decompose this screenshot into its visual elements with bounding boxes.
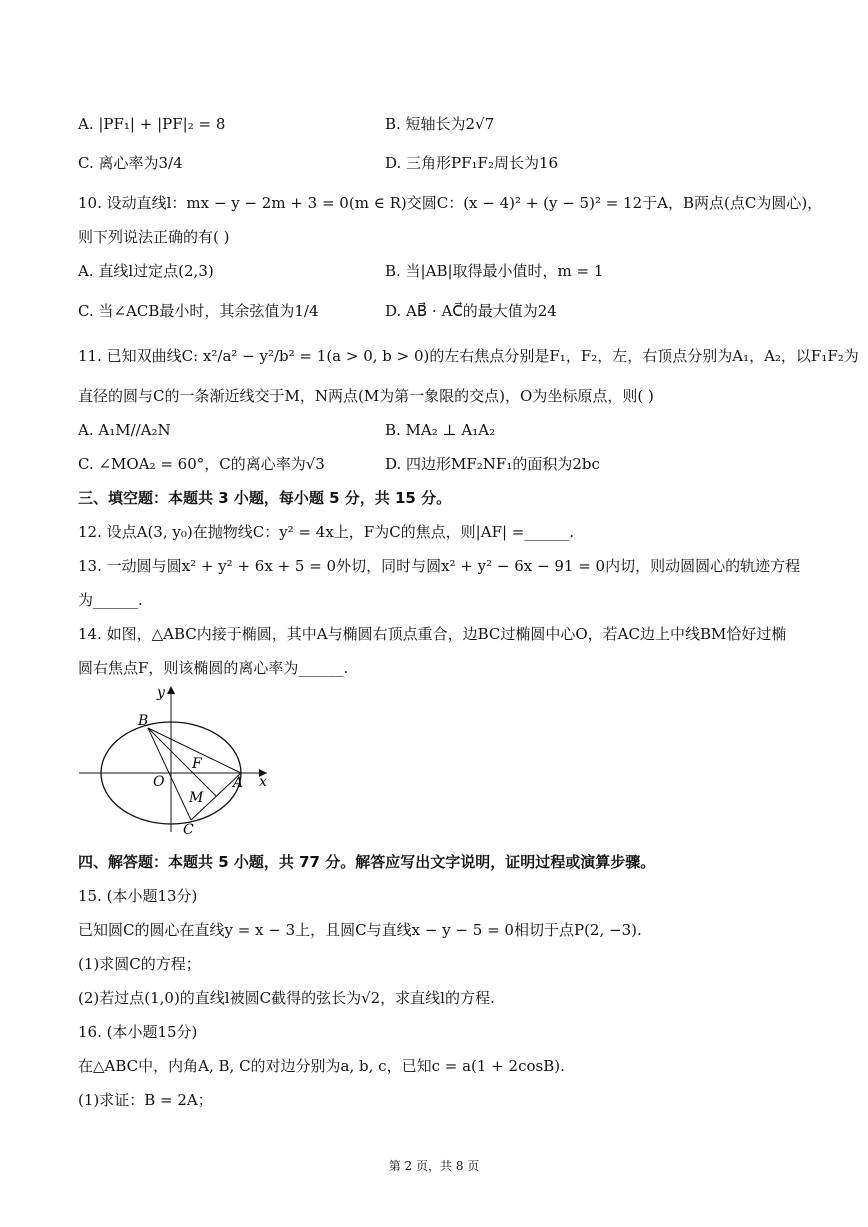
q11-stem-line1: 11. 已知双曲线C: x²/a² − y²/b² = 1(a > 0, b > 0)的左右焦点分别是F₁，F₂，左，右顶点分别为A₁，A₂，以F₁F₂为 — [78, 347, 859, 365]
q15-heading: 15. (本小题13分) — [78, 887, 198, 905]
q9-option-a: A. |PF₁| + |PF|₂ = 8 — [78, 115, 226, 133]
y-axis-arrow — [167, 686, 175, 694]
q10-option-b: B. 当|AB|取得最小值时，m = 1 — [385, 262, 604, 280]
q16-stem: 在△ABC中，内角A, B, C的对边分别为a, b, c，已知c = a(1 + 2cosB). — [78, 1057, 565, 1075]
q15-part1: (1)求圆C的方程； — [78, 955, 201, 973]
q15-part2: (2)若过点(1,0)的直线l被圆C截得的弦长为√2，求直线l的方程. — [78, 989, 495, 1007]
q9-option-d: D. 三角形PF₁F₂周长为16 — [385, 154, 559, 172]
label-x: x — [259, 774, 267, 790]
q16-part1: (1)求证：B = 2A； — [78, 1091, 213, 1109]
section-3-heading: 三、填空题：本题共 3 小题，每小题 5 分，共 15 分。 — [78, 489, 452, 507]
label-m: M — [189, 790, 204, 806]
ellipse-figure — [75, 680, 275, 840]
label-c: C — [183, 822, 194, 838]
q10-stem-line1: 10. 设动直线l：mx − y − 2m + 3 = 0(m ∈ R)交圆C：(x − 4)² + (y − 5)² = 12于A，B两点(点C为圆心)， — [78, 194, 823, 212]
q11-option-b: B. MA₂ ⊥ A₁A₂ — [385, 421, 496, 439]
q15-stem: 已知圆C的圆心在直线y = x − 3上，且圆C与直线x − y − 5 = 0相切于点P(2, −3). — [78, 921, 642, 939]
page-footer: 第 2 页，共 8 页 — [388, 1159, 480, 1173]
label-b: B — [138, 713, 149, 729]
label-a: A — [233, 775, 244, 791]
q10-stem-line2: 则下列说法正确的有( ) — [78, 228, 230, 246]
q10-option-d: D. AB⃗ · AC⃗的最大值为24 — [385, 302, 557, 320]
q10-option-a: A. 直线l过定点(2,3) — [78, 262, 214, 280]
label-o: O — [153, 774, 165, 790]
label-f: F — [192, 756, 202, 772]
q9-option-c: C. 离心率为3/4 — [78, 154, 183, 172]
q14-line1: 14. 如图，△ABC内接于椭圆，其中A与椭圆右顶点重合，边BC过椭圆中心O，若AC边上中线BM恰好过椭 — [78, 625, 787, 643]
q10-option-c: C. 当∠ACB最小时，其余弦值为1/4 — [78, 302, 319, 320]
q11-option-d: D. 四边形MF₂NF₁的面积为2bc — [385, 455, 600, 473]
q12-text: 12. 设点A(3, y₀)在抛物线C：y² = 4x上，F为C的焦点，则|AF| =______. — [78, 523, 575, 541]
section-4-heading: 四、解答题：本题共 5 小题，共 77 分。解答应写出文字说明，证明过程或演算步骤。 — [78, 853, 656, 871]
q13-line2: 为______. — [78, 591, 143, 609]
q13-line1: 13. 一动圆与圆x² + y² + 6x + 5 = 0外切，同时与圆x² + y² − 6x − 91 = 0内切，则动圆圆心的轨迹方程 — [78, 557, 801, 575]
label-y: y — [157, 685, 165, 701]
q14-line2: 圆右焦点F，则该椭圆的离心率为______. — [78, 659, 349, 677]
q16-heading: 16. (本小题15分) — [78, 1023, 198, 1041]
q11-option-c: C. ∠MOA₂ = 60°，C的离心率为√3 — [78, 455, 325, 473]
q11-stem-line2: 直径的圆与C的一条渐近线交于M，N两点(M为第一象限的交点)，O为坐标原点，则( ) — [78, 387, 654, 405]
q9-option-b: B. 短轴长为2√7 — [385, 115, 495, 133]
q11-option-a: A. A₁M//A₂N — [78, 421, 171, 439]
